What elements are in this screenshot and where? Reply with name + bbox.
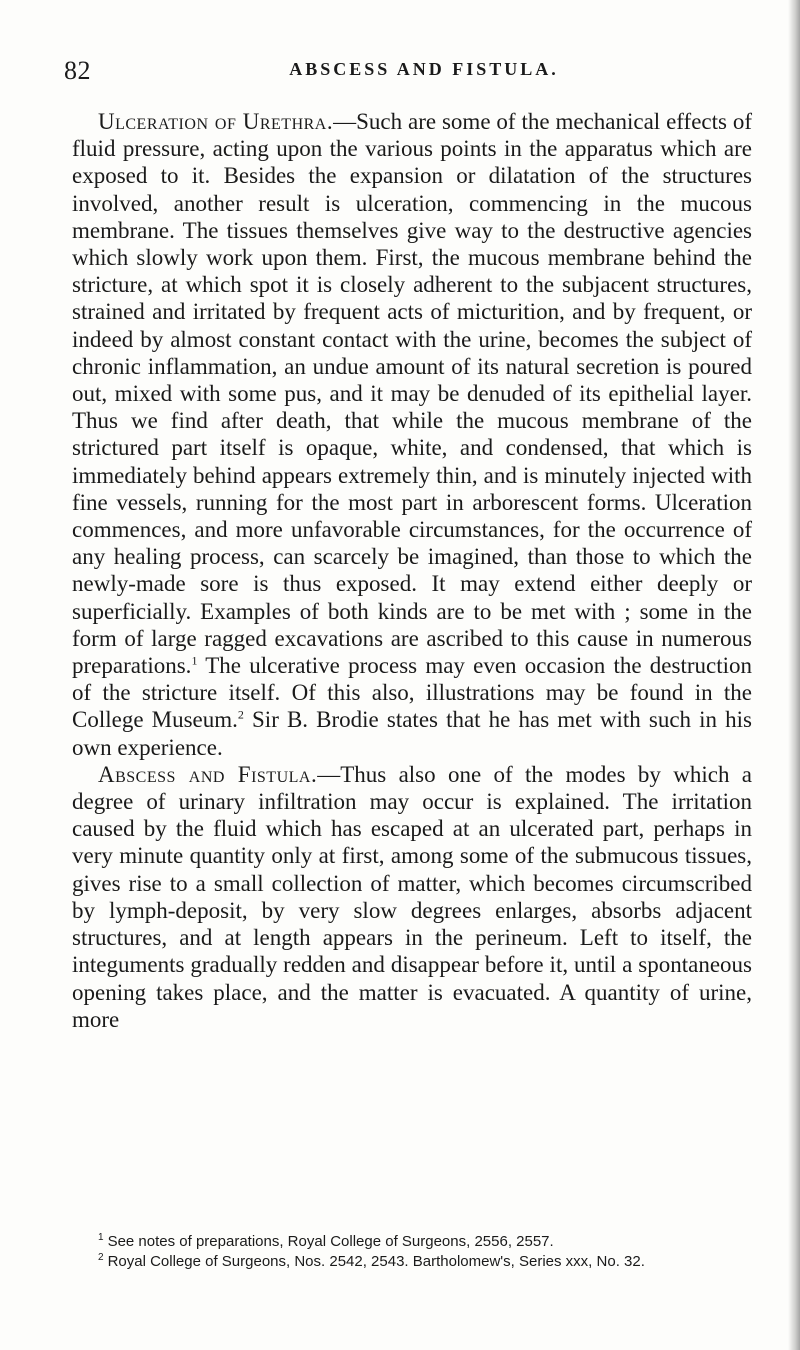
footnote-ref-1: 1: [191, 653, 198, 668]
body-text: [72, 108, 752, 1033]
footnote-1: [72, 1232, 752, 1252]
paragraph-text-ulceration-a: —Such are some of the mechanical effects of fluid pressure, acting upon the various points in the apparatus which are exposed to it. Besides the expansion or dilatation of the structures involved, another result is ulceration, commencing in the mucous membrane. The tissues themselves give way to the destructive agencies which slowly work upon them. First, the mucous membrane behind the stricture, at which spot it is closely adherent to the subjacent structures, strained and irritated by frequent acts of micturition, and by frequent, or indeed by almost constant contact with the urine, becomes the subject of chronic inflammation, an undue amount of its natural secretion is poured out, mixed with some pus, and it may be denuded of its epithelial layer. Thus we find after death, that while the mucous membrane of the strictured part itself is opaque, white, and condensed, that which is immediately behind appears extremely thin, and is minutely injected with fine vessels, running for the most part in arborescent forms. Ulceration commences, and more unfavorable circumstances, for the occurrence of any healing process, can scarcely be imagined, than those to which the newly-made sore is thus exposed. It may extend either deeply or superficially. Examples of both kinds are to be met with ; some in the form of large ragged excavations are ascribed to this cause in numerous preparations.: [72, 109, 753, 679]
footnote-2: [72, 1252, 752, 1272]
footnote-text-2: Royal College of Surgeons, Nos. 2542, 2543. Bartholomew's, Series xxx, No. 32.: [107, 1252, 645, 1270]
footnote-mark-2: 2: [98, 1251, 104, 1263]
page-number: 82: [64, 56, 91, 85]
footnote-text-1: See notes of preparations, Royal College of Surgeons, 2556, 2557.: [107, 1233, 554, 1250]
running-head-title: ABSCESS AND FISTULA.: [289, 59, 559, 79]
paragraph-text-abscess: —Thus also one of the modes by which a degree of urinary infiltration may occur is explained. The irritation caused by the fluid which has escaped at an ulcerated part, perhaps in very minute quantity only at first, among some of the submucous tissues, gives rise to a small collection of matter, which becomes circumscribed by lymph-deposit, by very slow degrees enlarges, absorbs adjacent structures, and at length appears in the perineum. Left to itself, the integuments gradually redden and disappear before it, until a spontaneous opening takes place, and the matter is evacuated. A quantity of urine, more: [72, 761, 753, 1032]
paragraph-heading-ulceration: Ulceration of Urethra.: [98, 109, 334, 134]
paragraph-text-ulceration-b: The ulcerative process may even occasion the destruction of the stricture itself. Of this also, illustrations may be found in the College Museum.: [72, 653, 752, 733]
running-head: [64, 56, 754, 86]
page-edge-shadow: [788, 0, 800, 1350]
paragraph-abscess: [72, 761, 752, 1033]
paragraph-heading-abscess: Abscess and Fistula.: [98, 761, 318, 787]
paragraph-ulceration: [72, 108, 752, 761]
footnote-ref-2: 2: [237, 707, 244, 722]
footnotes: [72, 1232, 752, 1271]
footnote-mark-1: 1: [98, 1232, 104, 1243]
paragraph-text-ulceration-c: Sir B. Brodie states that he has met with such in his own experience.: [72, 707, 752, 760]
